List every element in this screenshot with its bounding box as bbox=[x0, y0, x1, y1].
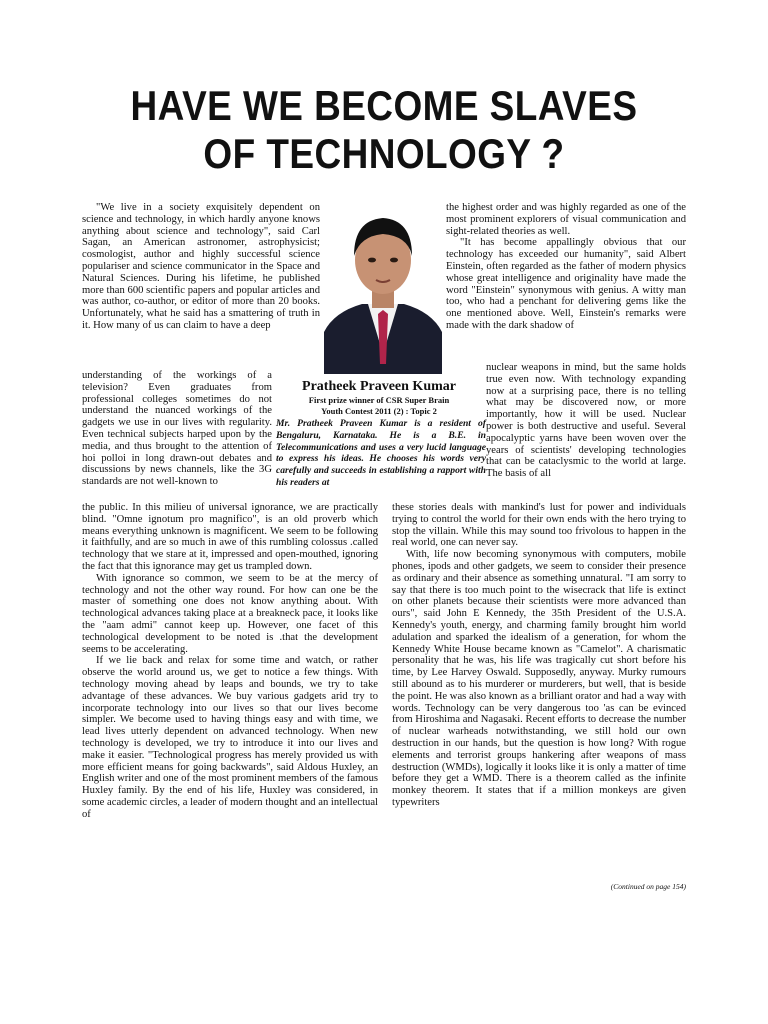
left-column-top bbox=[82, 202, 320, 332]
paragraph: "We live in a society exquisitely dependent on science and technology, in which hardly anyone knows anything about science and technology", said Carl Sagan, an American astronomer, astrophysicist; cosmologist, author and highly successful science populariser and science communicator in the Space and Natural Sciences. During his lifetime, he published more than 600 scientific papers and popular articles and was author, co-author, or editor of more than 20 books. Unfortunately, what he said has a smattering of truth in it. How many of us can claim to have a deep bbox=[82, 202, 320, 331]
article-title bbox=[46, 82, 722, 178]
paragraph: With, life now becoming synonymous with computers, mobile phones, ipods and other gadgets, we seem to consider their presence as ordinary and their absence as something unnatural. "I am sorry to say that there is too much point to the wisecrack that life is extinct on other planets because their scientists were more advanced than ours", said John E Kennedy, the 35th President of the U.S.A. Kennedy's youth, energy, and charming family brought him world adulation and sparked the idealism of a generation, for whom the Kennedy White House became known as "Camelot". A charismatic personality that he was, his life was tragically cut short before his time, by Lee Harvey Oswald. Supposedly, anyway. Murky rumours still abound as to his murderer or murderers, but well, that is beside the point. He was also known as a brilliant orator and had a way with words. Technology can be very dangerous too 'as can be evinced from Hiroshima and Nagasaki. Recent efforts to decrease the number of nuclear warheads notwithstanding, we still hold our own destruction in our hands, but the question is how long? With rogue elements and terrorist groups hankering after weapons of mass destruction (WMDs), logically it looks like it is only a matter of time before they get a WMD. There is a theorem called as the infinite monkey theorem. It states that if a million monkeys are given typewriters bbox=[392, 549, 686, 808]
right-column-top bbox=[446, 202, 686, 332]
paragraph: understanding of the workings of a television? Even graduates from professional colleges sometimes do not understand the nuanced workings of the gadgets we use in our lives with regularity. Even technical subjects harped upon by the media, and thus brought to the attention of hoi polloi in long drawn-out debates and discussions by news channels, like the 3G standards are not well-known to bbox=[82, 370, 272, 488]
author-award-line-1: First prize winner of CSR Super Brain bbox=[308, 395, 450, 405]
paragraph: "It has become appallingly obvious that our technology has exceeded our humanity", said Albert Einstein, often regarded as the father of modern physics whose great intelligence and originality have made the word "Einstein" synonymous with genius. A witty man too, who had a penchant for delivering gems like the one mentioned above. Well, Einstein's remarks were made with the dark shadow of bbox=[446, 237, 686, 331]
title-line-2: OF TECHNOLOGY ? bbox=[203, 130, 565, 177]
author-portrait-image bbox=[324, 204, 442, 374]
paragraph: If we lie back and relax for some time and watch, or rather observe the world around us, we get to notice a few things. With technology moving ahead by leaps and bounds, we try to take advantage of these advances. We buy various gadgets arid try to incorporate technology into our lives so that our lives become simpler. We become used to having things easy and with time, we lead lives utterly dependent on advanced technology. When new technology is developed, we try to introduce it into our lives and make it easier. "Technological progress has merely provided us with more efficient means for going backwards", said Aldous Huxley, an English writer and one of the most prominent members of the famous Huxley family. By the end of his life, Huxley was considered, in some academic circles, a leader of modern thought and an intellectual of bbox=[82, 655, 378, 820]
paragraph: nuclear weapons in mind, but the same holds true even now. With technology expanding now at a surprising pace, there is no telling what may be discovered now, or more importantly, how it will be used. Nuclear power is both destructive and useful. Several apocalyptic yarns have been woven over the years of scientists' developing technologies that can be cataclysmic to the world at large. The basis of all bbox=[486, 362, 686, 480]
author-award-line-2: Youth Contest 2011 (2) : Topic 2 bbox=[321, 406, 437, 416]
left-column-middle bbox=[82, 370, 272, 488]
paragraph: the highest order and was highly regarded as one of the most prominent explorers of visual communication and sight-related theories as well. bbox=[446, 202, 686, 237]
title-line-1: HAVE WE BECOME SLAVES bbox=[130, 82, 638, 129]
author-photo bbox=[324, 204, 442, 374]
paragraph: these stories deals with mankind's lust for power and individuals trying to control the world for their own ends with the hero trying to stop the villain. While this may sound too frivolous to happen in the real world, one can never say. bbox=[392, 502, 686, 549]
right-column-bottom bbox=[392, 502, 686, 809]
author-name: Pratheek Praveen Kumar bbox=[302, 379, 456, 394]
right-column-middle bbox=[486, 362, 686, 480]
author-caption bbox=[276, 378, 482, 417]
author-bio bbox=[276, 418, 486, 489]
paragraph: the public. In this milieu of universal ignorance, we are practically blind. "Omne ignotum pro magnifico", is an old proverb which means everything unknown is magnificent. We seem to be following it faithfully, and are so much in awe of this rumbling colossus .called technology that we stare at it, impressed and open-mouthed, ignoring the fact that this ignorance may get us trampled down. bbox=[82, 502, 378, 572]
paragraph: With ignorance so common, we seem to be at the mercy of technology and not the other way round. For how can one be the master of something one does not know anything about. With technological advances taking place at a breakneck pace, it looks like the "aam admi" cannot keep up. However, one facet of this technological development to be noted is .that the development seems to be accelerating. bbox=[82, 572, 378, 655]
continued-note: (Continued on page 154) bbox=[610, 882, 686, 891]
author-bio-text: Mr. Pratheek Praveen Kumar is a resident of Bengaluru, Karnataka. He is a B.E. in Telecommunications and uses a very lucid language to express his ideas. He chooses his words very carefully and succeeds in establishing a rapport with his readers at bbox=[276, 418, 486, 488]
left-column-bottom bbox=[82, 502, 378, 821]
